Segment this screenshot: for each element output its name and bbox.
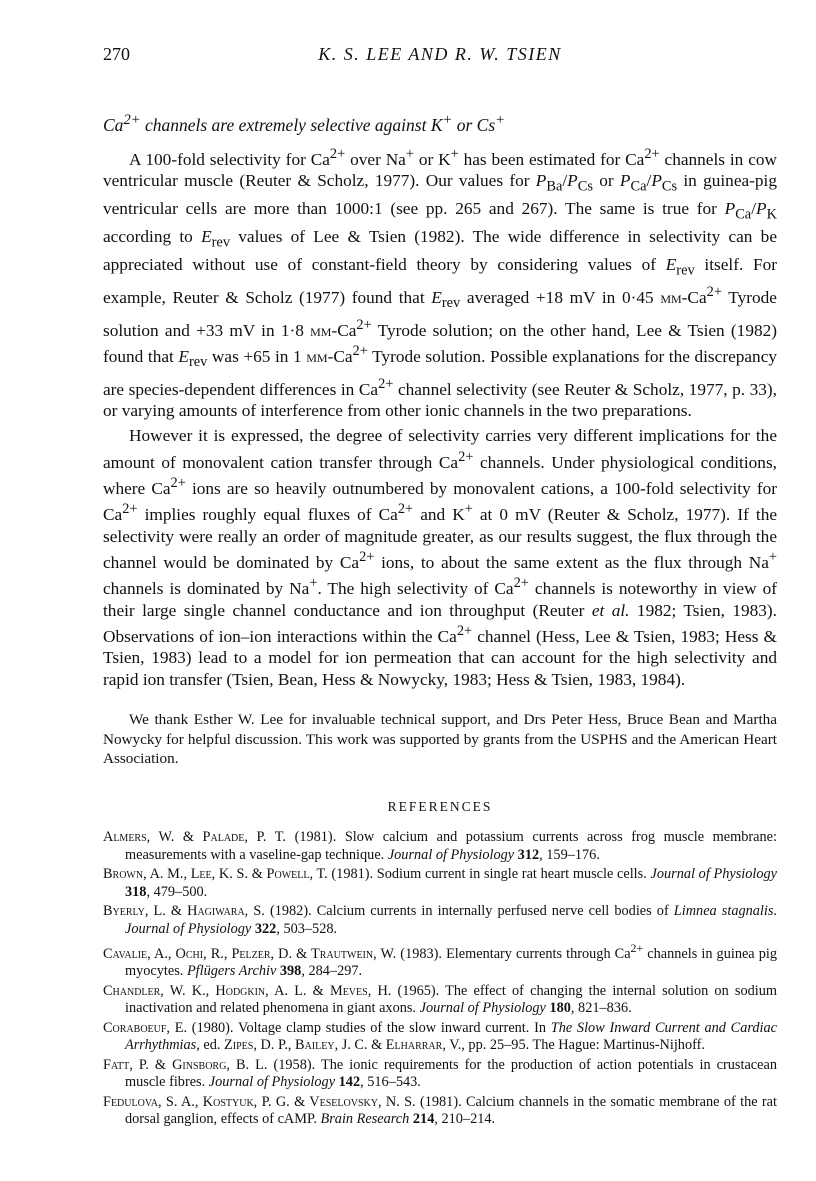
reference-item: Brown, A. M., Lee, K. S. & Powell, T. (1981). Sodium current in single rat heart muscle cells. Journal of Physiology 318, 479–500.: [103, 865, 778, 900]
reference-item: Almers, W. & Palade, P. T. (1981). Slow calcium and potassium currents across frog muscle membrane: measurements with a vaseline-gap technique. Journal of Physiology 312, 159–176.: [103, 828, 777, 863]
article-body: [103, 112, 777, 1131]
body-paragraph-2: However it is expressed, the degree of selectivity carries very different implications for the amount of monovalent cation transfer through $Ca^{2+}$ channels. Under physiological conditions, where $Ca^{2+}$ ions are so heavily outnumbered by monovalent cations, a 100-fold selectivity for $Ca^{2+}$ implies roughly equal fluxes of $Ca^{2+}$ and K+ at 0 mV (Reuter & Scholz, 1977). If the selectivity were really an order of magnitude greater, as our results suggest, the flux through the channel would be dominated by $Ca^{2+}$ ions, to about the same extent as the flux through Na+ channels is dominated by Na+. The high selectivity of $Ca^{2+}$ channels is noteworthy in view of their large single channel conductance and ion throughput (Reuter et al. 1982; Tsien, 1983). Observations of ion–ion interactions within the $Ca^{2+}$ channel (Hess, Lee & Tsien, 1983; Hess & Tsien, 1983) lead to a model for ion permeation that can account for the high selectivity and rapid ion transfer (Tsien, Bean, Hess & Nowycky, 1983; Hess & Tsien, 1983, 1984).: [103, 426, 778, 689]
section-heading: $Ca^{2+}$ channels are extremely selective against K+ or Cs+: [103, 112, 505, 135]
reference-item: Chandler, W. K., Hodgkin, A. L. & Meves, H. (1965). The effect of changing the internal solution on sodium inactivation and related phenomena in giant axons. Journal of Physiology 180, 821–836.: [103, 982, 778, 1017]
page-number: 270: [103, 44, 130, 64]
page-header: [103, 44, 777, 68]
reference-item: Fedulova, S. A., Kostyuk, P. G. & Veselovsky, N. S. (1981). Calcium channels in the somatic membrane of the rat dorsal ganglion, effects of cAMP. Brain Research 214, 210–214.: [103, 1093, 777, 1128]
reference-item: Coraboeuf, E. (1980). Voltage clamp studies of the slow inward current. In The Slow Inward Current and Cardiac Arrhythmias, ed. Zipes, D. P., Bailey, J. C. & Elharrar, V., pp. 25–95. The Hague: Martinus-Nijhoff.: [103, 1019, 777, 1054]
reference-item: Byerly, L. & Hagiwara, S. (1982). Calcium currents in internally perfused nerve cell bodies of Limnea stagnalis. Journal of Physiology 322, 503–528.: [103, 902, 777, 937]
running-head: K. S. LEE AND R. W. TSIEN: [318, 44, 562, 64]
references-heading: REFERENCES: [387, 798, 493, 814]
body-paragraph-1: A 100-fold selectivity for $Ca^{2+}$ over Na+ or K+ has been estimated for $Ca^{2+}$ channels in cow ventricular muscle (Reuter & Scholz, 1977). Our values for $P_{Ba}/P_{Cs}$ or $P_{Ca}/P_{Cs}$ in guinea-pig ventricular cells are more than 1000:1 (see pp. 265 and 267). The same is true for $P_{Ca}/P_K$ according to $E_{rev}$ values of Lee & Tsien (1982). The wide difference in selectivity can be appreciated without use of constant-field theory by considering values of $E_{rev}$ itself. For example, Reuter & Scholz (1977) found that $E_{rev}$ averaged +18 mV in 0·45 $mm-Ca^{2+}$ Tyrode solution and +33 mV in 1·8 $mm-Ca^{2+}$ Tyrode solution; on the other hand, Lee & Tsien (1982) found that $E_{rev}$ was +65 in 1 $mm-Ca^{2+}$ Tyrode solution. Possible explanations for the discrepancy are species-dependent differences in $Ca^{2+}$ channel selectivity (see Reuter & Scholz, 1977, p. 33), or varying amounts of interference from other ionic channels in the two preparations.: [103, 145, 778, 420]
acknowledgement: We thank Esther W. Lee for invaluable technical support, and Drs Peter Hess, Bruce Bean and Martha Nowycky for helpful discussion. This work was supported by grants from the USPHS and the American Heart Association.: [103, 711, 777, 768]
reference-item: Fatt, P. & Ginsborg, B. L. (1958). The ionic requirements for the production of action potentials in crustacean muscle fibres. Journal of Physiology 142, 516–543.: [103, 1056, 777, 1091]
reference-item: Cavalie, A., Ochi, R., Pelzer, D. & Trautwein, W. (1983). Elementary currents through $Ca^{2+}$ channels in guinea pig myocytes. Pflügers Archiv 398, 284–297.: [103, 940, 777, 980]
reference-list: [103, 829, 777, 1129]
